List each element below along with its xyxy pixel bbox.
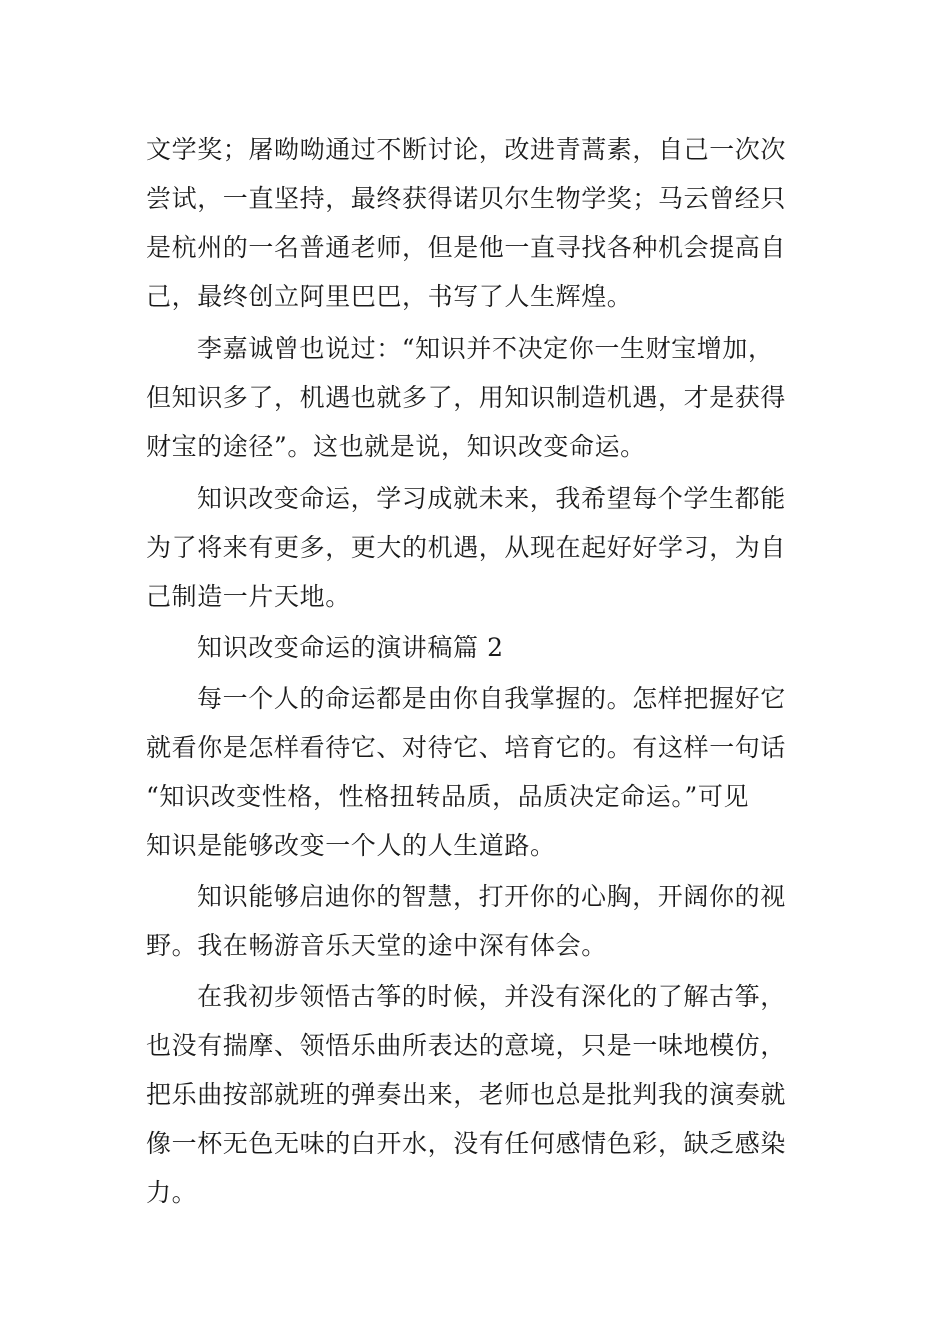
text-line: 己制造一片天地。 — [146, 582, 351, 611]
text-line: 把乐曲按部就班的弹奏出来，老师也总是批判我的演奏就 — [146, 1080, 787, 1109]
text-line: 但知识多了，机遇也就多了，用知识制造机遇，才是获得 — [146, 383, 787, 412]
text-line: 在我初步领悟古筝的时候，并没有深化的了解古筝， — [197, 982, 786, 1011]
text-line: 文学奖；屠呦呦通过不断讨论，改进青蒿素，自己一次次 — [146, 135, 787, 164]
text-line: 尝试，一直坚持，最终获得诺贝尔生物学奖；马云曾经只 — [146, 184, 787, 213]
text-line: 知识改变命运，学习成就未来，我希望每个学生都能 — [197, 484, 786, 513]
text-line: 李嘉诚曾也说过：“知识并不决定你一生财宝增加， — [197, 334, 774, 363]
text-line: “知识改变性格，性格扭转品质，品质决定命运。”可见 — [146, 782, 750, 811]
text-line: 就看你是怎样看待它、对待它、培育它的。有这样一句话 — [146, 733, 787, 762]
text-line: 知识是能够改变一个人的人生道路。 — [146, 831, 556, 860]
text-line: 野。我在畅游音乐天堂的途中深有体会。 — [146, 931, 607, 960]
text-line: 力。 — [146, 1178, 198, 1207]
text-line: 财宝的途径”。这也就是说，知识改变命运。 — [146, 432, 646, 461]
text-line: 知识能够启迪你的智慧，打开你的心胸，开阔你的视 — [197, 882, 786, 911]
text-line: 也没有揣摩、领悟乐曲所表达的意境，只是一味地模仿， — [146, 1031, 787, 1060]
section-heading: 知识改变命运的演讲稿篇 2 — [197, 633, 504, 662]
text-line: 是杭州的一名普通老师，但是他一直寻找各种机会提高自 — [146, 233, 787, 262]
text-line: 为了将来有更多，更大的机遇，从现在起好好学习，为自 — [146, 533, 787, 562]
text-line: 己，最终创立阿里巴巴，书写了人生辉煌。 — [146, 282, 633, 311]
text-line: 每一个人的命运都是由你自我掌握的。怎样把握好它 — [197, 684, 786, 713]
text-line: 像一杯无色无味的白开水，没有任何感情色彩，缺乏感染 — [146, 1129, 787, 1158]
